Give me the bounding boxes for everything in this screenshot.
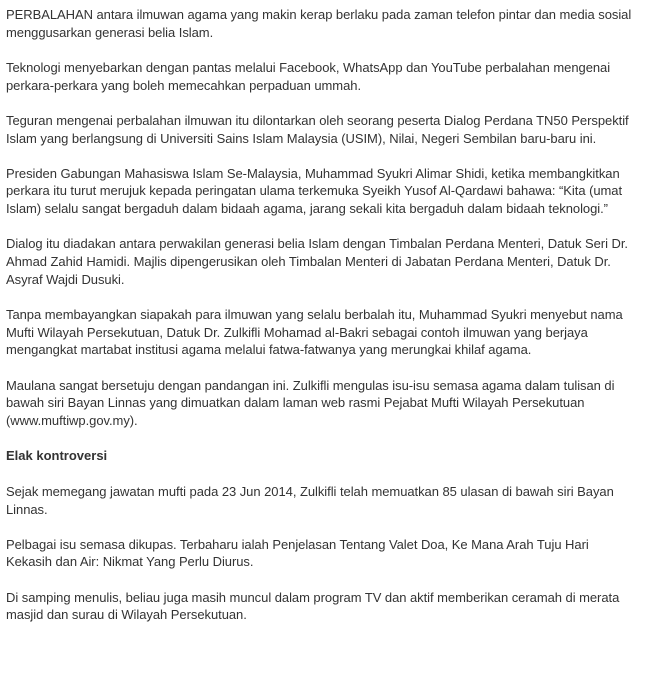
paragraph-1: PERBALAHAN antara ilmuwan agama yang makin kerap berlaku pada zaman telefon pintar dan media sosial menggusarkan generasi belia Islam. [6,7,632,40]
paragraph-5: Dialog itu diadakan antara perwakilan generasi belia Islam dengan Timbalan Perdana Menteri, Datuk Seri Dr. Ahmad Zahid Hamidi. Majlis dipengerusikan oleh Timbalan Menteri di Jabatan Perdana Menteri, Datuk Dr. Asyraf Wajdi Dusuki. [6,236,628,287]
paragraph-9: Pelbagai isu semasa dikupas. Terbaharu ialah Penjelasan Tentang Valet Doa, Ke Mana Arah Tuju Hari Kekasih dan Air: Nikmat Yang Perlu Diurus. [6,536,589,570]
paragraph-3: Teguran mengenai perbalahan ilmuwan itu dilontarkan oleh seorang peserta Dialog Perdana TN50 Perspektif Islam yang berlangsung di Universiti Sains Islam Malaysia (USIM), Nilai, Negeri Sembilan baru-baru ini. [6,112,629,146]
paragraph-8: Sejak memegang jawatan mufti pada 23 Jun 2014, Zulkifli telah memuatkan 85 ulasan di bawah siri Bayan Linnas. [6,483,614,517]
paragraph-6: Tanpa membayangkan siapakah para ilmuwan yang selalu berbalah itu, Muhammad Syukri menyebut nama Mufti Wilayah Persekutuan, Datuk Dr. Zulkifli Mohamad al-Bakri sebagai contoh ilmuwan yang berjaya mengangkat martabat institusi agama melalui fatwa-fatwanya yang merungkai khilaf agama. [6,306,623,358]
paragraph-7: Maulana sangat bersetuju dengan pandangan ini. Zulkifli mengulas isu-isu semasa agama dalam tulisan di bawah siri Bayan Linnas yang dimuatkan dalam laman web rasmi Pejabat Mufti Wilayah Persekutuan (www.muftiwp.gov.my). [6,377,615,428]
paragraph-4: Presiden Gabungan Mahasiswa Islam Se-Malaysia, Muhammad Syukri Alimar Shidi, ketika membangkitkan perkara itu turut merujuk kepada peringatan ulama terkemuka Syeikh Yusof Al-Qardawi bahawa: “Kita (umat Islam) selalu sangat bergaduh dalam bidaah agama, jarang sekali kita bergaduh dalam bidaah teknologi.” [6,165,623,217]
paragraph-2: Teknologi menyebarkan dengan pantas melalui Facebook, WhatsApp dan YouTube perbalahan mengenai perkara-perkara yang boleh memecahkan perpaduan ummah. [6,59,611,93]
article-body [6,6,638,642]
section-subheading: Elak kontroversi [6,448,108,464]
paragraph-10: Di samping menulis, beliau juga masih muncul dalam program TV dan aktif memberikan ceramah di merata masjid dan surau di Wilayah Persekutuan. [6,589,620,623]
